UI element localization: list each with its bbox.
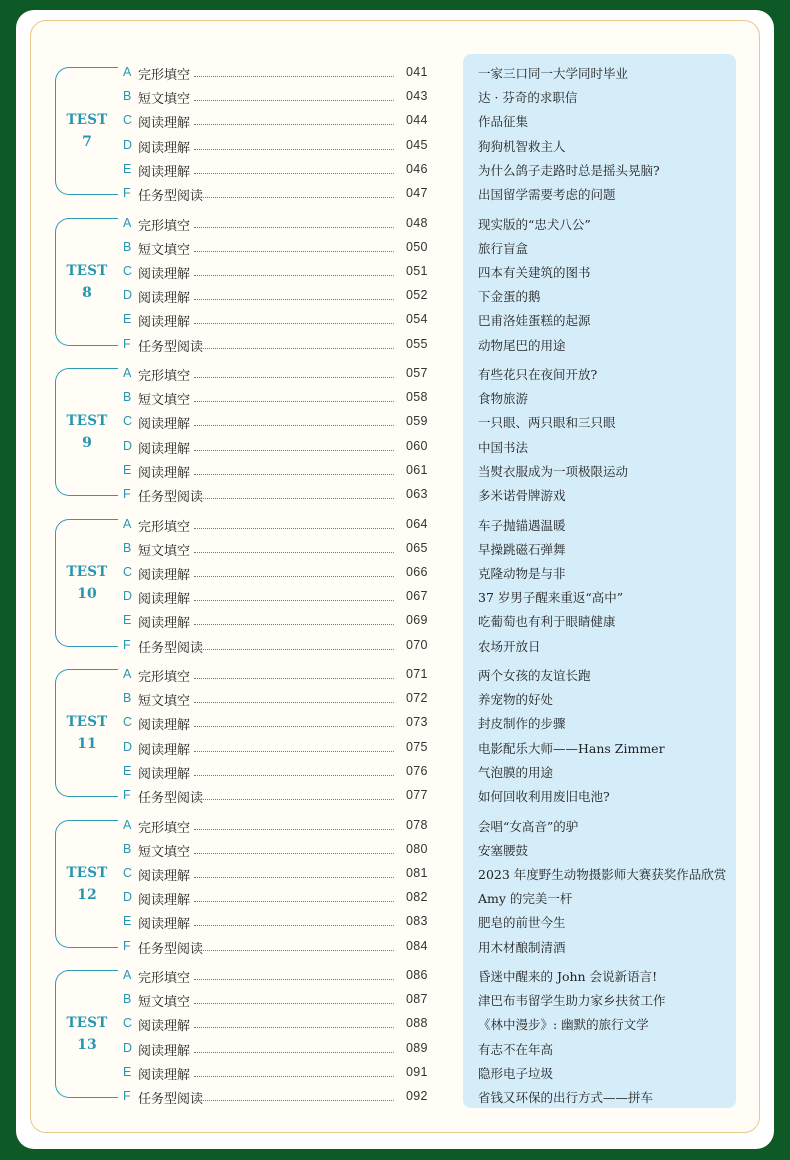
dot-leader — [194, 600, 394, 601]
section-type: 任务型阅读 — [138, 941, 204, 957]
dot-leader — [194, 173, 394, 174]
article-title: 作品征集 — [478, 114, 529, 130]
dot-leader — [194, 1076, 394, 1077]
section-type: 阅读理解 — [138, 1019, 191, 1035]
article-title: 省钱又环保的出行方式——拼车 — [478, 1090, 654, 1105]
test-word: TEST — [66, 563, 108, 580]
toc-row[interactable] — [0, 538, 790, 562]
article-title: 中国书法 — [478, 439, 529, 455]
section-letter: E — [123, 462, 132, 477]
section-type: 任务型阅读 — [138, 791, 204, 806]
dot-leader — [194, 775, 394, 776]
toc-row[interactable] — [0, 839, 790, 863]
page-number: 070 — [406, 637, 428, 652]
dot-leader — [194, 877, 394, 878]
article-title: 一家三口同一大学同时毕业 — [478, 66, 629, 81]
dot-leader — [194, 751, 394, 752]
page-number: 045 — [406, 137, 428, 152]
page-number: 075 — [406, 739, 428, 754]
section-letter: E — [123, 613, 132, 628]
toc-row[interactable] — [0, 761, 790, 785]
dot-leader — [194, 649, 394, 650]
section-type: 阅读理解 — [138, 868, 191, 884]
section-letter: D — [123, 739, 133, 754]
test-number: 7 — [82, 134, 92, 150]
section-type: 任务型阅读 — [138, 189, 204, 204]
test-word: TEST — [66, 112, 108, 128]
test-word: TEST — [66, 413, 108, 429]
test-number: 9 — [82, 435, 92, 451]
article-title: 克隆动物是与非 — [478, 565, 566, 581]
test-group — [0, 965, 790, 1110]
dot-leader — [194, 901, 394, 902]
article-title: 有些花只在夜间开放? — [478, 367, 598, 382]
page-number: 050 — [406, 239, 428, 254]
test-number: 13 — [77, 1037, 97, 1053]
dot-leader — [194, 149, 394, 150]
section-type: 短文填空 — [138, 543, 191, 559]
section-letter: F — [123, 788, 131, 802]
toc-row[interactable] — [0, 334, 790, 358]
article-title: 津巴布韦留学生助力家乡扶贫工作 — [478, 993, 666, 1009]
page-number: 047 — [406, 186, 428, 200]
toc-row[interactable] — [0, 1038, 790, 1062]
section-type: 任务型阅读 — [138, 640, 204, 656]
article-title: 一只眼、两只眼和三只眼 — [478, 415, 616, 431]
page-number: 067 — [406, 589, 428, 604]
section-letter: E — [123, 763, 132, 778]
dot-leader — [194, 528, 394, 529]
section-type: 短文填空 — [138, 995, 191, 1011]
section-type: 短文填空 — [138, 694, 191, 710]
section-letter: C — [123, 414, 133, 429]
section-type: 完形填空 — [138, 670, 191, 685]
toc-row[interactable] — [0, 159, 790, 183]
section-type: 短文填空 — [138, 393, 191, 409]
page-number: 080 — [406, 841, 428, 856]
section-type: 任务型阅读 — [138, 490, 204, 505]
article-title: 肥皂的前世今生 — [478, 915, 566, 931]
test-group — [0, 664, 790, 809]
section-type: 阅读理解 — [138, 441, 191, 457]
section-type: 短文填空 — [138, 242, 191, 258]
section-letter: F — [123, 938, 131, 953]
section-letter: F — [123, 637, 131, 652]
article-title: 狗狗机智救主人 — [478, 138, 566, 154]
toc-row[interactable] — [0, 989, 790, 1013]
section-letter: D — [123, 589, 133, 604]
section-type: 阅读理解 — [138, 893, 191, 909]
toc-row[interactable] — [0, 586, 790, 610]
dot-leader — [194, 1100, 394, 1101]
dot-leader — [194, 829, 394, 830]
page-number: 065 — [406, 540, 428, 555]
section-type: 阅读理解 — [138, 315, 191, 331]
section-letter: C — [123, 113, 133, 128]
section-letter: B — [123, 540, 132, 555]
page-number: 055 — [406, 336, 428, 351]
dot-leader — [194, 251, 394, 252]
section-letter: C — [123, 1016, 133, 1031]
section-type: 阅读理解 — [138, 164, 191, 180]
dot-leader — [194, 377, 394, 378]
article-title: 隐形电子垃圾 — [478, 1065, 554, 1081]
dot-leader — [194, 1003, 394, 1004]
section-letter: B — [123, 992, 132, 1007]
toc-row[interactable] — [0, 484, 790, 508]
dot-leader — [194, 624, 394, 625]
article-title: 巴甫洛娃蛋糕的起源 — [478, 313, 591, 329]
section-type: 完形填空 — [138, 218, 191, 234]
dot-leader — [194, 450, 394, 451]
section-letter: B — [123, 89, 132, 104]
page-number: 088 — [406, 1016, 428, 1031]
section-letter: E — [123, 1064, 132, 1079]
article-title: 2023 年度野生动物摄影师大赛获奖作品欣赏 — [478, 866, 727, 882]
section-type: 完形填空 — [138, 519, 191, 535]
section-letter: A — [123, 968, 132, 982]
page-number: 064 — [406, 516, 428, 531]
section-letter: D — [123, 288, 133, 303]
article-title: 食物旅游 — [478, 391, 529, 407]
article-title: 下金蛋的鹅 — [478, 289, 541, 305]
page-number: 044 — [406, 113, 428, 128]
dot-leader — [194, 348, 394, 349]
dot-leader — [194, 323, 394, 324]
test-group — [0, 62, 790, 207]
article-title: Amy 的完美一杆 — [478, 891, 573, 907]
article-title: 四本有关建筑的图书 — [478, 264, 591, 280]
section-letter: F — [123, 336, 131, 351]
page-number: 083 — [406, 914, 428, 929]
page-number: 059 — [406, 414, 428, 429]
test-word: TEST — [66, 714, 108, 730]
section-type: 完形填空 — [138, 820, 191, 836]
section-letter: A — [123, 366, 132, 380]
dot-leader — [194, 474, 394, 475]
toc-row[interactable] — [0, 712, 790, 736]
toc-row[interactable] — [0, 309, 790, 333]
page-number: 069 — [406, 613, 428, 628]
section-type: 阅读理解 — [138, 1043, 191, 1059]
section-letter: E — [123, 161, 132, 176]
toc-row[interactable] — [0, 1013, 790, 1037]
section-type: 任务型阅读 — [138, 339, 204, 355]
toc-row[interactable] — [0, 261, 790, 285]
dot-leader — [194, 76, 394, 77]
page-number: 043 — [406, 89, 428, 104]
section-letter: D — [123, 890, 133, 905]
section-letter: C — [123, 715, 133, 730]
toc-row[interactable] — [0, 737, 790, 761]
dot-leader — [194, 299, 394, 300]
page-number: 057 — [406, 366, 428, 380]
section-letter: C — [123, 263, 133, 278]
article-title: 两个女孩的友谊长跑 — [478, 668, 591, 683]
section-type: 阅读理解 — [138, 1067, 191, 1083]
section-letter: C — [123, 865, 133, 880]
section-type: 短文填空 — [138, 92, 191, 108]
page-number: 046 — [406, 161, 428, 176]
section-letter: B — [123, 691, 132, 706]
test-number: 11 — [77, 736, 97, 752]
toc-row[interactable] — [0, 285, 790, 309]
toc-row[interactable] — [0, 965, 790, 989]
section-type: 阅读理解 — [138, 592, 191, 608]
toc-row[interactable] — [0, 514, 790, 538]
dot-leader — [194, 425, 394, 426]
dot-leader — [194, 100, 394, 101]
section-type: 阅读理解 — [138, 417, 191, 433]
article-title: 电影配乐大师——Hans Zimmer — [478, 740, 665, 756]
page-number: 089 — [406, 1040, 428, 1055]
test-group — [0, 514, 790, 659]
page-number: 051 — [406, 263, 428, 278]
page-number: 092 — [406, 1089, 428, 1103]
toc-row[interactable] — [0, 237, 790, 261]
section-type: 完形填空 — [138, 971, 191, 986]
article-title: 现实版的“忠犬八公” — [478, 216, 591, 232]
test-number: 10 — [77, 585, 97, 602]
toc-row[interactable] — [0, 936, 790, 960]
article-title: 昏迷中醒来的 John 会说新语言! — [478, 969, 658, 984]
dot-leader — [194, 799, 394, 800]
article-title: 车子抛锚遇温暖 — [478, 517, 566, 533]
toc-row[interactable] — [0, 635, 790, 659]
dot-leader — [194, 124, 394, 125]
dot-leader — [194, 275, 394, 276]
page-number: 076 — [406, 763, 428, 778]
toc-row[interactable] — [0, 1062, 790, 1086]
test-group — [0, 213, 790, 358]
dot-leader — [194, 678, 394, 679]
section-letter: B — [123, 239, 132, 254]
dot-leader — [194, 979, 394, 980]
section-letter: B — [123, 841, 132, 856]
page-number: 091 — [406, 1064, 428, 1079]
article-title: 当熨衣服成为一项极限运动 — [478, 463, 629, 479]
section-type: 阅读理解 — [138, 917, 191, 933]
page-number: 054 — [406, 312, 428, 327]
toc-row[interactable] — [0, 815, 790, 839]
page-number: 087 — [406, 992, 428, 1007]
section-type: 阅读理解 — [138, 567, 191, 583]
section-letter: A — [123, 65, 132, 79]
section-letter: A — [123, 215, 132, 230]
article-title: 多米诺骨牌游戏 — [478, 488, 566, 503]
dot-leader — [194, 197, 394, 198]
section-letter: D — [123, 1040, 133, 1055]
article-title: 早操跳磁石弹舞 — [478, 541, 566, 557]
dot-leader — [194, 702, 394, 703]
toc-row[interactable] — [0, 785, 790, 809]
section-type: 任务型阅读 — [138, 1092, 204, 1107]
article-title: 《林中漫步》: 幽默的旅行文学 — [478, 1017, 649, 1033]
page-number: 082 — [406, 890, 428, 905]
section-letter: F — [123, 1089, 131, 1103]
test-group — [0, 815, 790, 960]
toc-row[interactable] — [0, 610, 790, 634]
section-letter: A — [123, 667, 132, 681]
page-number: 060 — [406, 438, 428, 453]
article-title: 养宠物的好处 — [478, 692, 554, 708]
article-title: 有志不在年高 — [478, 1041, 554, 1057]
section-letter: A — [123, 516, 132, 531]
dot-leader — [194, 950, 394, 951]
toc-row[interactable] — [0, 460, 790, 484]
toc-row[interactable] — [0, 183, 790, 207]
page-number: 063 — [406, 487, 428, 501]
section-letter: A — [123, 817, 132, 832]
article-title: 旅行盲盒 — [478, 240, 529, 256]
article-title: 为什么鸽子走路时总是摇头晃脑? — [478, 162, 660, 178]
article-title: 动物尾巴的用途 — [478, 337, 566, 353]
page-number: 078 — [406, 817, 428, 832]
page-number: 041 — [406, 65, 428, 79]
dot-leader — [194, 576, 394, 577]
article-title: 安塞腰鼓 — [478, 842, 529, 858]
section-type: 短文填空 — [138, 844, 191, 860]
toc-row[interactable] — [0, 863, 790, 887]
dot-leader — [194, 1052, 394, 1053]
toc-row[interactable] — [0, 688, 790, 712]
page-number: 072 — [406, 691, 428, 706]
dot-leader — [194, 1027, 394, 1028]
toc-row[interactable] — [0, 86, 790, 110]
article-title: 出国留学需要考虑的问题 — [478, 187, 616, 202]
section-letter: C — [123, 564, 133, 579]
section-letter: B — [123, 390, 132, 405]
section-letter: E — [123, 312, 132, 327]
article-title: 用木材酿制清酒 — [478, 939, 566, 955]
toc-row[interactable] — [0, 664, 790, 688]
test-word: TEST — [66, 262, 108, 279]
section-type: 阅读理解 — [138, 465, 191, 481]
test-group — [0, 363, 790, 508]
section-letter: F — [123, 186, 131, 200]
page-number: 061 — [406, 462, 428, 477]
toc-row[interactable] — [0, 562, 790, 586]
toc-row[interactable] — [0, 1086, 790, 1110]
article-title: 37 岁男子醒来重返“高中” — [478, 590, 624, 606]
section-type: 阅读理解 — [138, 616, 191, 632]
toc-row[interactable] — [0, 387, 790, 411]
article-title: 达 · 芬奇的求职信 — [478, 90, 578, 106]
dot-leader — [194, 726, 394, 727]
dot-leader — [194, 401, 394, 402]
section-type: 阅读理解 — [138, 766, 191, 782]
page-number: 086 — [406, 968, 428, 982]
page-number: 081 — [406, 865, 428, 880]
section-type: 阅读理解 — [138, 718, 191, 734]
dot-leader — [194, 853, 394, 854]
dot-leader — [194, 925, 394, 926]
article-title: 农场开放日 — [478, 638, 541, 654]
page-number: 073 — [406, 715, 428, 730]
toc-row[interactable] — [0, 436, 790, 460]
section-type: 阅读理解 — [138, 140, 191, 156]
article-title: 吃葡萄也有利于眼睛健康 — [478, 614, 616, 630]
article-title: 气泡膜的用途 — [478, 764, 554, 780]
toc-row[interactable] — [0, 135, 790, 159]
toc-row[interactable] — [0, 110, 790, 134]
page-number: 066 — [406, 564, 428, 579]
test-number: 12 — [77, 886, 97, 903]
article-title: 如何回收利用废旧电池? — [478, 789, 610, 804]
section-letter: D — [123, 137, 133, 152]
article-title: 封皮制作的步骤 — [478, 716, 566, 732]
toc-row[interactable] — [0, 213, 790, 237]
test-number: 8 — [82, 284, 92, 301]
toc-row[interactable] — [0, 411, 790, 435]
test-word: TEST — [66, 1015, 108, 1031]
section-type: 阅读理解 — [138, 116, 191, 132]
page-number: 077 — [406, 788, 428, 802]
dot-leader — [194, 498, 394, 499]
page-number: 071 — [406, 667, 428, 681]
section-letter: E — [123, 914, 132, 929]
dot-leader — [194, 227, 394, 228]
toc-row[interactable] — [0, 911, 790, 935]
section-type: 阅读理解 — [138, 291, 191, 307]
page-number: 052 — [406, 288, 428, 303]
page-number: 084 — [406, 938, 428, 953]
dot-leader — [194, 552, 394, 553]
toc-row[interactable] — [0, 62, 790, 86]
toc-row[interactable] — [0, 887, 790, 911]
section-type: 完形填空 — [138, 68, 191, 83]
section-type: 阅读理解 — [138, 266, 191, 282]
article-title: 会唱“女高音”的驴 — [478, 818, 579, 834]
test-word: TEST — [66, 864, 108, 881]
page-number: 058 — [406, 390, 428, 405]
toc-row[interactable] — [0, 363, 790, 387]
page-number: 048 — [406, 215, 428, 230]
section-type: 完形填空 — [138, 369, 191, 384]
section-letter: F — [123, 487, 131, 501]
section-letter: D — [123, 438, 133, 453]
section-type: 阅读理解 — [138, 742, 191, 758]
